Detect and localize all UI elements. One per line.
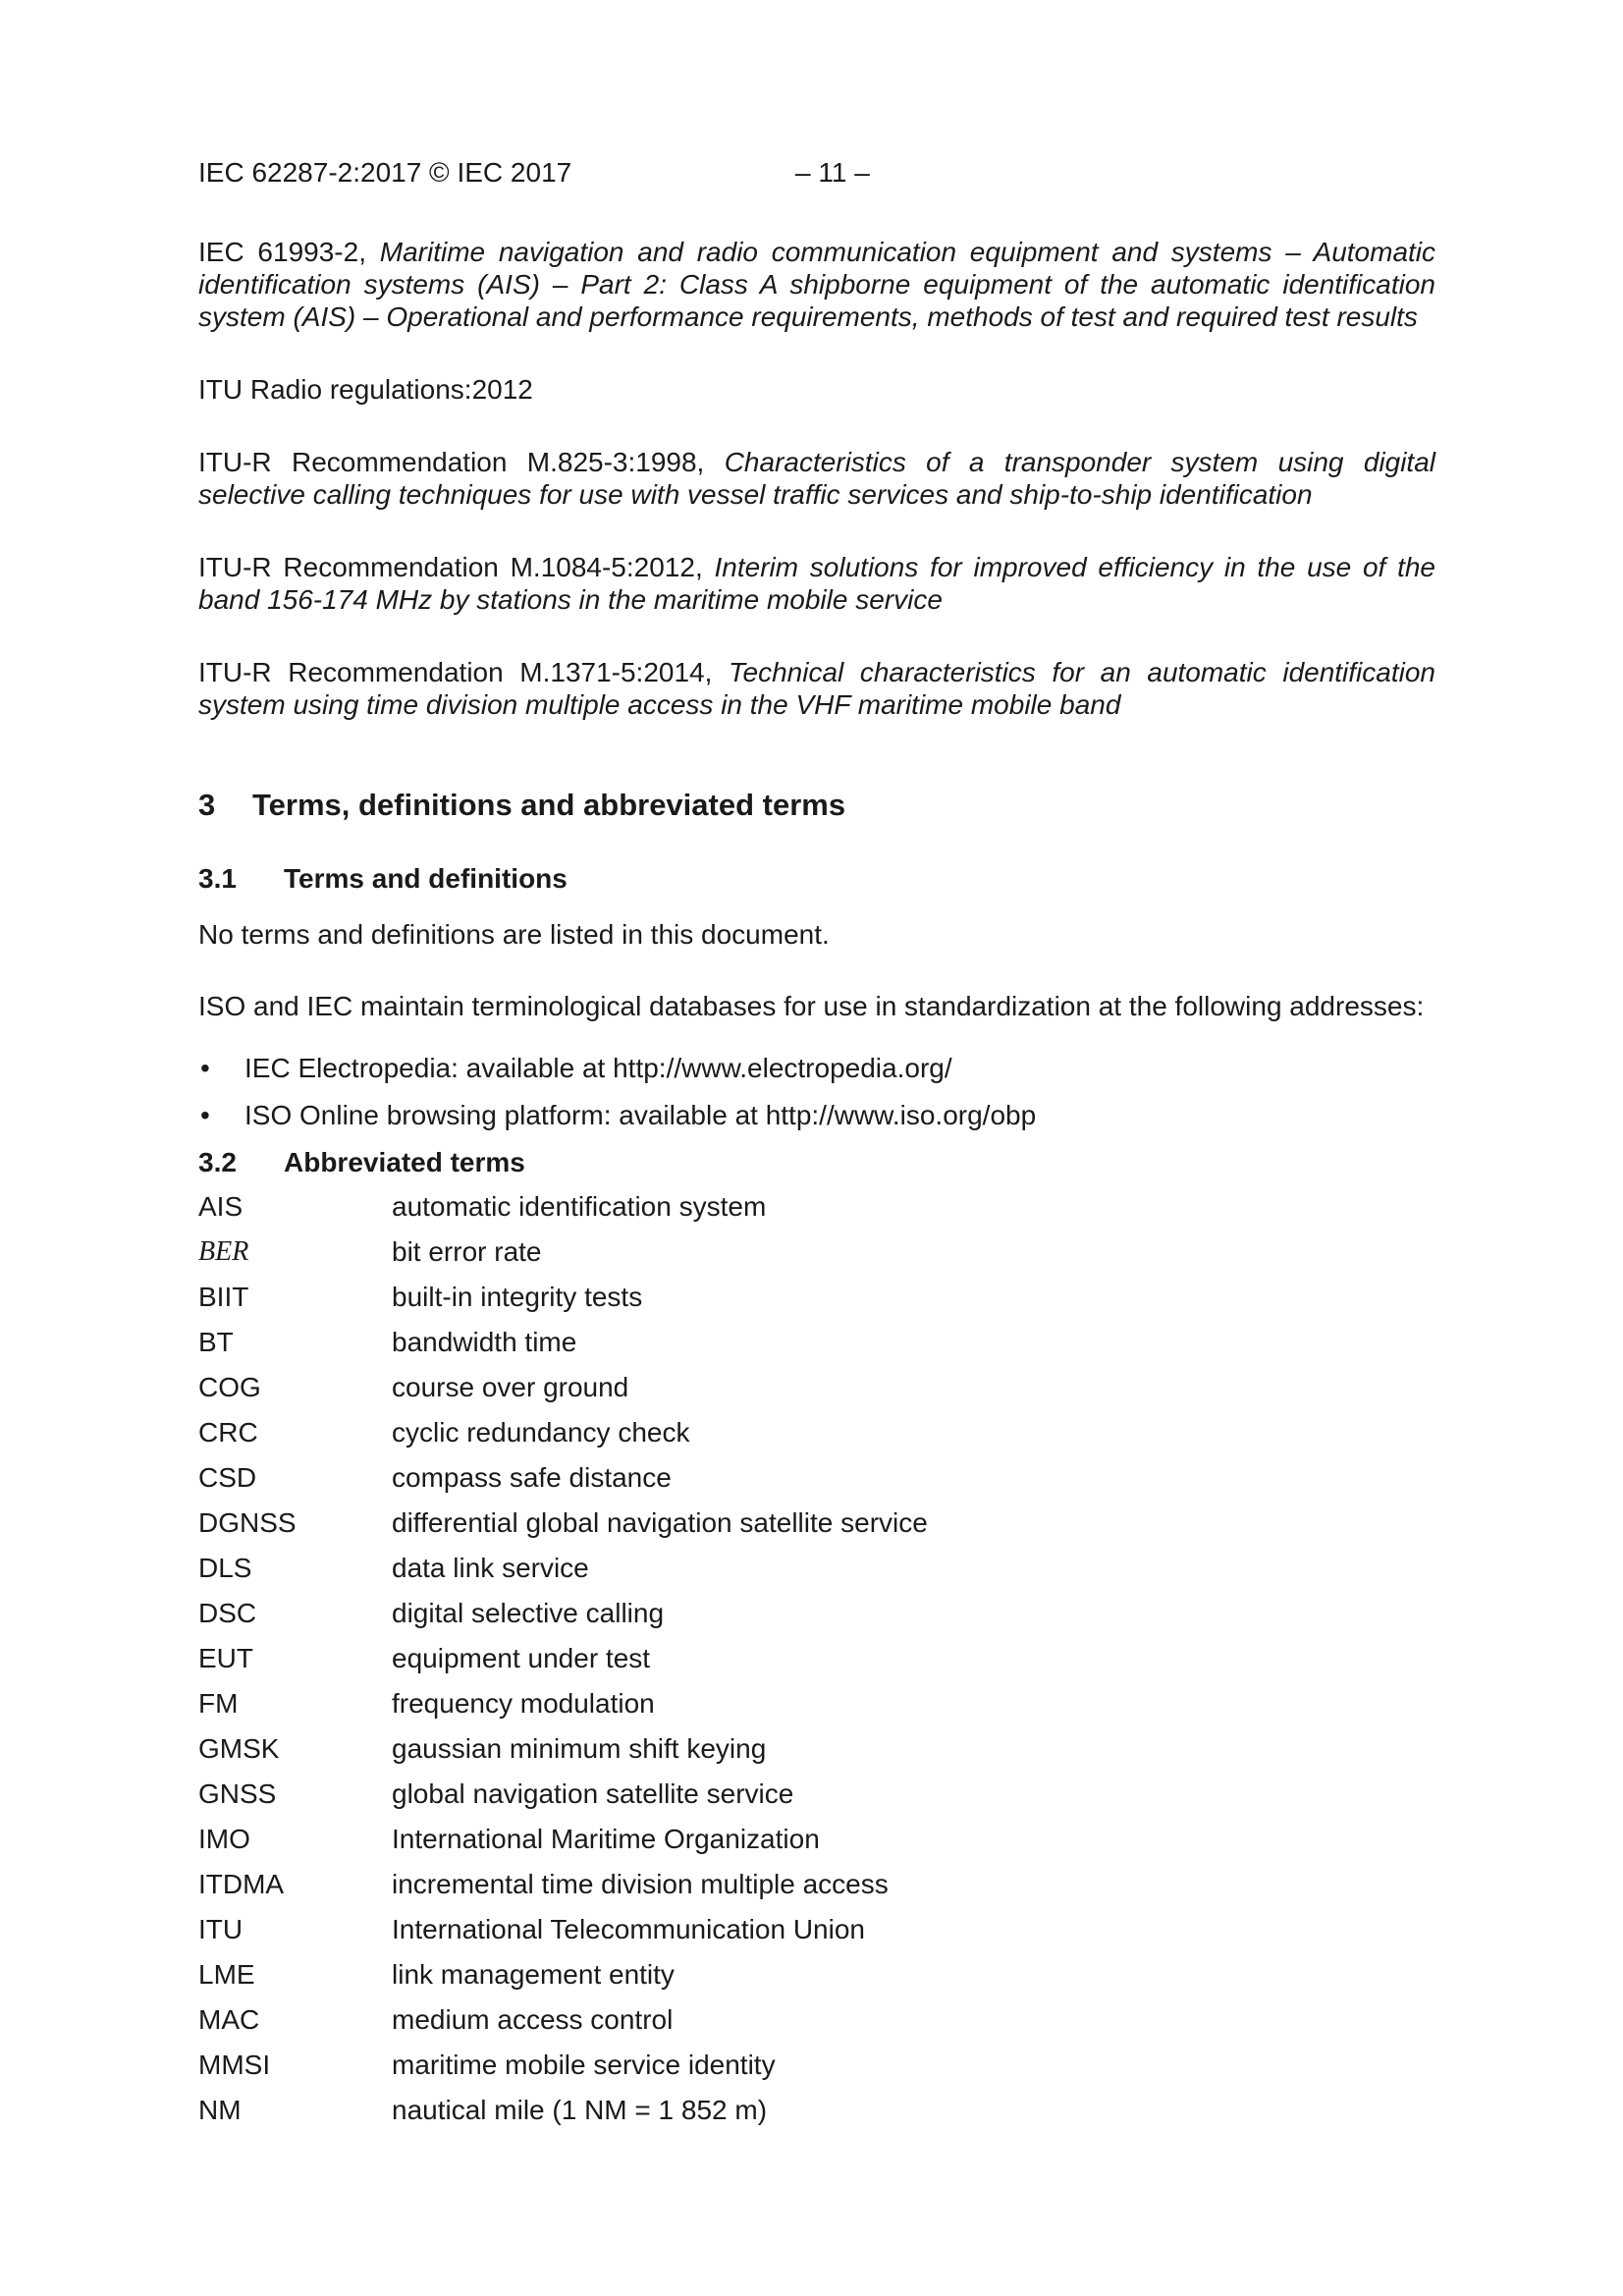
abbreviation-definition: digital selective calling — [392, 1598, 665, 1628]
reference-title: Interim solutions for improved efficiency in the use of the band 156-174 MHz by stations in the maritime mobile service — [198, 552, 1435, 615]
reference-code: ITU Radio regulations:2012 — [198, 374, 533, 405]
abbreviation-row — [198, 2049, 1435, 2094]
abbreviation-row — [198, 2003, 1435, 2049]
abbreviation-definition: automatic identification system — [392, 1191, 767, 1222]
abbreviation-row — [198, 1777, 1435, 1823]
abbreviation-row — [198, 1913, 1435, 1958]
abbreviation-definition: global navigation satellite service — [392, 1778, 794, 1809]
abbreviation-definition: gaussian minimum shift keying — [392, 1733, 767, 1764]
header-page-number: – 11 – — [795, 157, 870, 188]
abbreviation-row — [198, 1958, 1435, 2003]
abbreviation-term: DSC — [198, 1598, 257, 1628]
reference-itu-radio-regulations — [198, 373, 1435, 406]
abbreviation-row — [198, 1687, 1435, 1732]
reference-iec-61993-2 — [198, 236, 1435, 333]
database-links-list — [198, 1052, 1435, 1131]
abbreviation-row — [198, 1461, 1435, 1506]
reference-itu-r-m1084 — [198, 551, 1435, 616]
abbreviation-term: BIIT — [198, 1282, 249, 1312]
abbreviation-term: ITDMA — [198, 1869, 285, 1899]
header-doc-id: IEC 62287-2:2017 © IEC 2017 — [198, 157, 572, 188]
abbreviation-definition: course over ground — [392, 1372, 629, 1402]
abbreviation-row — [198, 1416, 1435, 1461]
abbreviation-definition: International Telecommunication Union — [392, 1914, 865, 1944]
abbreviation-definition: maritime mobile service identity — [392, 2050, 776, 2080]
abbreviation-term: LME — [198, 1959, 255, 1990]
bullet-icon: • — [200, 1100, 210, 1130]
abbreviation-definition: built-in integrity tests — [392, 1282, 643, 1312]
abbreviation-term: BER — [198, 1236, 249, 1267]
abbreviation-definition: bandwidth time — [392, 1327, 577, 1357]
abbreviation-definition: nautical mile (1 NM = 1 852 m) — [392, 2095, 768, 2125]
abbreviation-term: MAC — [198, 2004, 260, 2035]
section-number: 3 — [198, 788, 216, 822]
abbreviation-definition: link management entity — [392, 1959, 675, 1990]
section-title: Terms, definitions and abbreviated terms — [252, 788, 846, 822]
page-content — [198, 236, 1435, 2139]
abbreviation-row — [198, 1597, 1435, 1642]
reference-code: ITU-R Recommendation M.825-3:1998, — [198, 447, 705, 477]
abbreviation-term: BT — [198, 1327, 234, 1357]
abbreviation-definition: cyclic redundancy check — [392, 1417, 690, 1448]
reference-title: Characteristics of a transponder system using digital selective calling techniques for use with vessel traffic services and ship-to-ship identification — [198, 447, 1436, 510]
section-3-heading — [198, 788, 1435, 823]
abbreviation-definition: bit error rate — [392, 1236, 542, 1267]
abbreviation-row — [198, 1235, 1435, 1281]
reference-title: Technical characteristics for an automatic identification system using time division multiple access in the VHF maritime mobile band — [198, 657, 1435, 720]
section-number: 3.2 — [198, 1147, 237, 1177]
no-terms-paragraph: No terms and definitions are listed in this document. — [198, 919, 830, 950]
page-header — [198, 157, 1435, 196]
abbreviation-row — [198, 1732, 1435, 1777]
abbreviation-definition: incremental time division multiple access — [392, 1869, 889, 1899]
abbreviation-row — [198, 1642, 1435, 1687]
abbreviation-term: IMO — [198, 1824, 250, 1854]
bullet-icon: • — [200, 1053, 210, 1083]
abbreviation-term: EUT — [198, 1643, 253, 1673]
abbreviation-term: CRC — [198, 1417, 258, 1448]
reference-code: ITU-R Recommendation M.1371-5:2014, — [198, 657, 713, 687]
reference-code: ITU-R Recommendation M.1084-5:2012, — [198, 552, 703, 582]
list-item-text: IEC Electropedia: available at http://www.electropedia.org/ — [244, 1053, 952, 1083]
section-3-2-heading — [198, 1146, 1435, 1178]
abbreviation-definition: data link service — [392, 1553, 589, 1583]
abbreviated-terms-list — [198, 1190, 1435, 2139]
abbreviation-definition: equipment under test — [392, 1643, 651, 1673]
list-item — [198, 1052, 1435, 1084]
list-item-text: ISO Online browsing platform: available at http://www.iso.org/obp — [244, 1100, 1037, 1130]
reference-code: IEC 61993-2, — [198, 237, 366, 267]
abbreviation-definition: compass safe distance — [392, 1462, 672, 1493]
section-title: Terms and definitions — [284, 863, 568, 894]
abbreviation-term: AIS — [198, 1191, 243, 1222]
abbreviation-term: MMSI — [198, 2050, 271, 2080]
abbreviation-term: ITU — [198, 1914, 243, 1944]
abbreviation-term: COG — [198, 1372, 261, 1402]
terminology-databases-paragraph: ISO and IEC maintain terminological databases for use in standardization at the following addresses: — [198, 991, 1425, 1021]
abbreviation-term: FM — [198, 1688, 239, 1719]
abbreviation-term: DLS — [198, 1553, 252, 1583]
section-3-1-heading — [198, 862, 1435, 895]
section-number: 3.1 — [198, 863, 237, 894]
abbreviation-definition: frequency modulation — [392, 1688, 655, 1719]
abbreviation-term: GMSK — [198, 1733, 280, 1764]
abbreviation-row — [198, 1823, 1435, 1868]
abbreviation-row — [198, 1326, 1435, 1371]
reference-title: Maritime navigation and radio communication equipment and systems – Automatic identification systems (AIS) – Part 2: Class A shipborne equipment of the automatic identification system (AIS) – Operational and performance requirements, methods of test and required test results — [198, 237, 1436, 332]
abbreviation-definition: medium access control — [392, 2004, 674, 2035]
abbreviation-term: CSD — [198, 1462, 257, 1493]
section-title: Abbreviated terms — [284, 1147, 525, 1177]
abbreviation-row — [198, 1506, 1435, 1552]
abbreviation-row — [198, 2094, 1435, 2139]
abbreviation-definition: differential global navigation satellite service — [392, 1507, 928, 1538]
abbreviation-definition: International Maritime Organization — [392, 1824, 820, 1854]
abbreviation-row — [198, 1371, 1435, 1416]
abbreviation-term: NM — [198, 2095, 242, 2125]
abbreviation-row — [198, 1190, 1435, 1235]
abbreviation-term: GNSS — [198, 1778, 277, 1809]
abbreviation-row — [198, 1552, 1435, 1597]
reference-itu-r-m825 — [198, 446, 1435, 511]
reference-itu-r-m1371 — [198, 656, 1435, 721]
abbreviation-row — [198, 1868, 1435, 1913]
list-item — [198, 1099, 1435, 1131]
abbreviation-term: DGNSS — [198, 1507, 297, 1538]
abbreviation-row — [198, 1281, 1435, 1326]
